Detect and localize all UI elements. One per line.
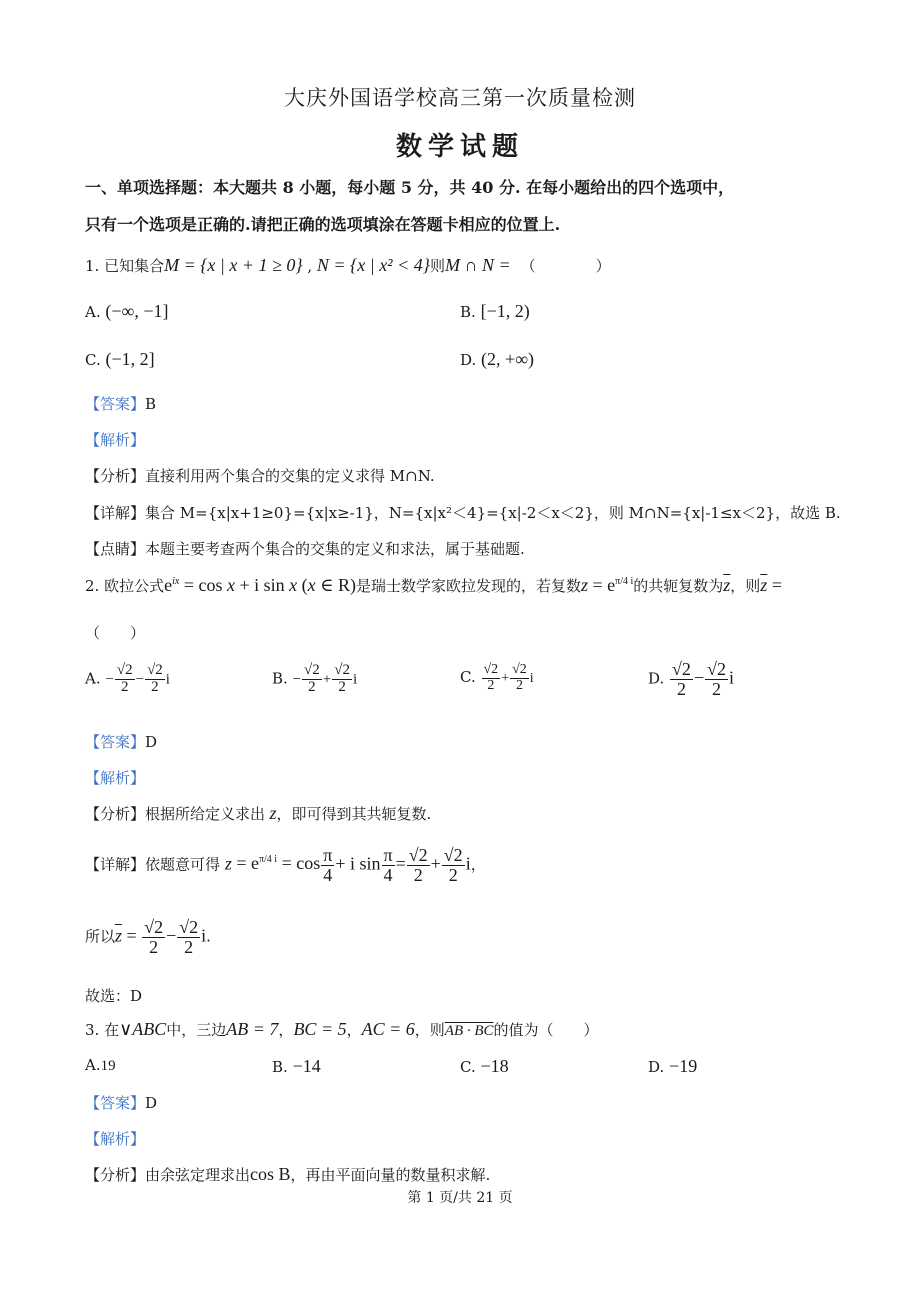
section-heading-line1: 一、单项选择题：本大题共 8 小题，每小题 5 分，共 40 分. 在每小题给出的四个选项中， bbox=[85, 178, 735, 197]
q2-stem: 2. 欧拉公式$e^{ix} = \cos x + i$ sin x (x ∈ R)是瑞士数学家欧拉发现的，若复数$z = e^{\pi/4 i}$的共轭复数为$\overline{z}$，则$\overline{z}$ = bbox=[85, 575, 782, 595]
q2-option-a: A. − $\frac{√2}{2}$ − $\frac{√2}{2}$ i bbox=[85, 662, 170, 695]
q1-option-a: A. (−∞, −1] bbox=[85, 301, 169, 321]
q2-answer: 【答案】D bbox=[85, 733, 158, 751]
section-heading-line2: 只有一个选项是正确的.请把正确的选项填涂在答题卡相应的位置上. bbox=[85, 215, 561, 234]
q1-set-n: N = {x | x² < 4} bbox=[316, 255, 430, 275]
q2-fenxi: 【分析】根据所给定义求出 z，即可得到其共轭复数. bbox=[85, 803, 432, 823]
q2-option-b: B. − $\frac{√2}{2}$ + $\frac{√2}{2}$ i bbox=[272, 662, 358, 695]
q3-fenxi: 【分析】由余弦定理求出cos B，再由平面向量的数量积求解. bbox=[85, 1164, 491, 1184]
q3-stem: 3. 在∨ABC中，三边AB = 7，BC = 5，AC = 6，则AB · BC的值为（ ） bbox=[85, 1019, 599, 1039]
q2-paren: （ ） bbox=[85, 624, 146, 642]
q3-option-a: A.19 bbox=[85, 1056, 116, 1074]
page-footer: 第 1 页/共 21 页 bbox=[407, 1190, 513, 1206]
q3-option-d: D. −19 bbox=[648, 1056, 698, 1076]
q1-option-d: D. (2, +∞) bbox=[460, 349, 535, 369]
q1-fenxi: 【分析】直接利用两个集合的交集的定义求得 M∩N. bbox=[85, 467, 435, 485]
q1-ze: 则 bbox=[429, 257, 445, 275]
q1-dianjing: 【点睛】本题主要考查两个集合的交集的定义和求法，属于基础题. bbox=[85, 540, 525, 558]
q3-option-b: B. −14 bbox=[272, 1056, 321, 1076]
q3-option-c: C. −18 bbox=[460, 1056, 509, 1076]
q1-option-c: C. (−1, 2] bbox=[85, 349, 155, 369]
q2-analysis-tag: 【解析】 bbox=[85, 769, 146, 787]
q2-xiangjie: 【详解】依题意可得 $z = e^{\pi/4 i} = \cos$ $\frac{\pi}{4}$ + i sin $\frac{\pi}{4}$ = $\frac{√2}{2}$ + $\frac{√2}{2}$ i， bbox=[85, 845, 486, 885]
q1-option-b: B. [−1, 2) bbox=[460, 301, 530, 321]
q3-analysis-tag: 【解析】 bbox=[85, 1130, 146, 1148]
q1-xiangjie: 【详解】集合 M={x|x+1≥0}={x|x≥-1}，N={x|x²＜4}={x|-2＜x＜2}，则 M∩N={x|-1≤x＜2}，故选 B. bbox=[85, 504, 841, 522]
q2-suoyi: 所以$\overline{z}$ = $\frac{√2}{2}$ − $\frac{√2}{2}$ i. bbox=[85, 917, 211, 957]
q1-mn: M ∩ N = bbox=[444, 255, 511, 275]
school-title: 大庆外国语学校高三第一次质量检测 bbox=[284, 86, 636, 110]
q2-option-c: C. $\frac{√2}{2}$ + $\frac{√2}{2}$ i bbox=[460, 662, 534, 693]
q1-paren: （ ） bbox=[520, 257, 611, 275]
q2-option-d: D. $\frac{√2}{2}$ − $\frac{√2}{2}$ i bbox=[648, 659, 734, 699]
q1-stem: 1. 已知集合M = {x | x + 1 ≥ 0} , N = {x | x² < 4}则M ∩ N = （ ） bbox=[85, 255, 611, 275]
q1-set-m: M = {x | x + 1 ≥ 0} bbox=[164, 255, 303, 275]
q1-answer: 【答案】B bbox=[85, 395, 157, 413]
q1-number: 1. 已知集合 bbox=[85, 257, 165, 275]
subject-title: 数学试题 bbox=[395, 132, 524, 162]
q3-answer: 【答案】D bbox=[85, 1094, 158, 1112]
q2-guxuan: 故选：D bbox=[85, 987, 143, 1005]
q1-analysis-tag: 【解析】 bbox=[85, 431, 146, 449]
